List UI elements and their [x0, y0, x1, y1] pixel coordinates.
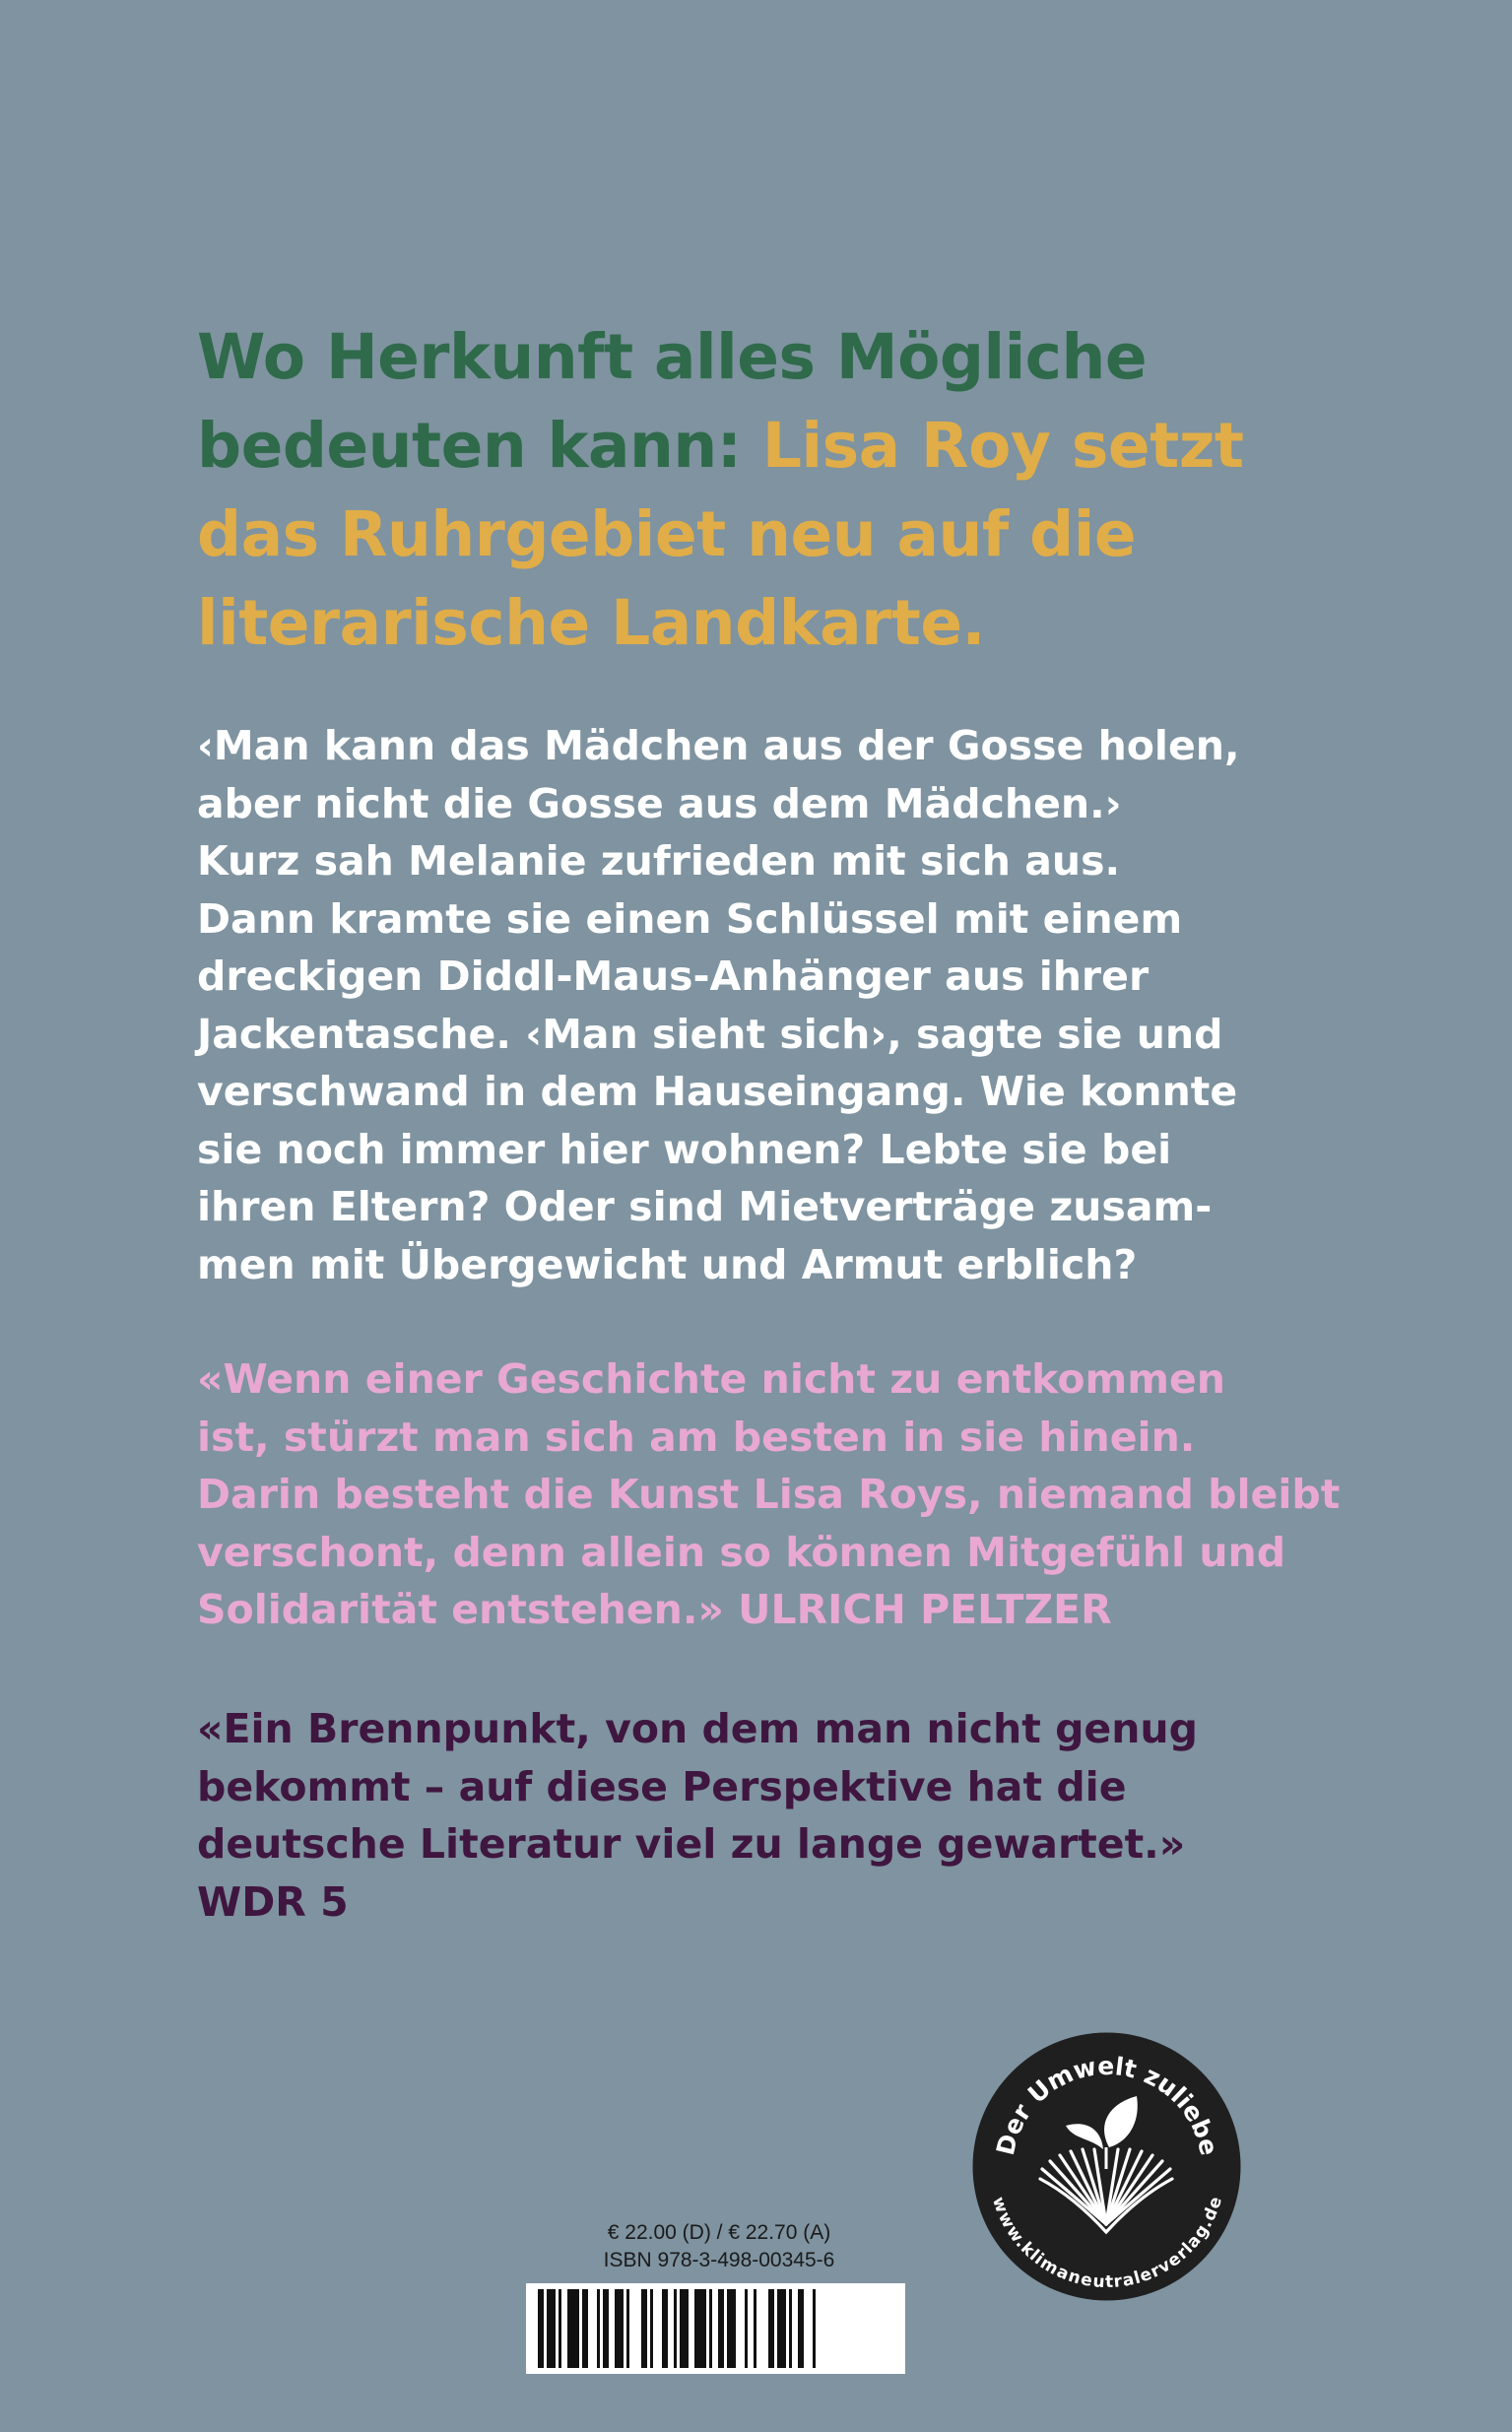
headline-line: [197, 579, 1300, 668]
climate-neutral-badge: [971, 2031, 1242, 2302]
excerpt-line: Dann kramte sie einen Schlüssel mit einem: [197, 894, 1183, 943]
quote-line: «Ein Brennpunkt, von dem man nicht genug: [197, 1705, 1198, 1752]
barcode-bar: [680, 2289, 689, 2368]
quote-line: deutsche Literatur viel zu lange gewartet.»: [197, 1820, 1186, 1868]
badge-graphic: [971, 2031, 1242, 2302]
headline-lead: Wo Herkunft alles Mögliche: [197, 321, 1148, 393]
headline-highlight: literarische Landkarte.: [197, 587, 985, 659]
headline-line: [197, 491, 1300, 579]
barcode-bar: [727, 2289, 736, 2368]
headline-highlight: Lisa Roy setzt: [761, 410, 1244, 482]
badge-bottom-text: www.klimaneutralerverlag.de: [987, 2194, 1227, 2293]
badge-top-text: Der Umwelt zuliebe: [990, 2051, 1223, 2158]
barcode-bar: [789, 2289, 792, 2368]
barcode-bar: [538, 2289, 544, 2368]
quote-line: Solidarität entstehen.» ULRICH PELTZER: [197, 1586, 1112, 1633]
review-quote-peltzer: [197, 1350, 1341, 1639]
barcode-bar: [650, 2289, 653, 2368]
excerpt-line: dreckigen Diddl-Maus-Anhänger aus ihrer: [197, 953, 1150, 1000]
isbn-line: ISBN 978-3-498-00345-6: [603, 2249, 835, 2271]
barcode-bar: [694, 2289, 706, 2368]
barcode-graphic: [526, 2283, 905, 2374]
excerpt-line: ‹Man kann das Mädchen aus der Gosse holen,: [197, 722, 1240, 769]
book-excerpt: [197, 717, 1300, 1293]
barcode-bar: [662, 2289, 668, 2368]
excerpt-line: sie noch immer hier wohnen? Lebte sie bei: [197, 1125, 1172, 1173]
headline-lead: bedeuten kann:: [197, 410, 762, 482]
quote-line: ist, stürzt man sich am besten in sie hinein.: [197, 1413, 1196, 1461]
excerpt-line: ihren Eltern? Oder sind Mietverträge zusam-: [197, 1183, 1213, 1230]
quote-line: WDR 5: [197, 1877, 349, 1926]
excerpt-line: Jackentasche. ‹Man sieht sich›, sagte sie und: [197, 1010, 1223, 1058]
barcode-bar: [754, 2289, 756, 2368]
barcode-bar: [813, 2289, 816, 2368]
headline-line: [197, 402, 1300, 491]
headline: [197, 313, 1300, 668]
headline-line: [197, 313, 1300, 402]
excerpt-line: Kurz sah Melanie zufrieden mit sich aus.: [197, 837, 1121, 885]
barcode-bar: [798, 2289, 804, 2368]
review-quote-wdr: [197, 1700, 1300, 1931]
barcode-bar: [597, 2289, 600, 2368]
excerpt-line: men mit Übergewicht und Armut erblich?: [197, 1240, 1138, 1288]
headline-highlight: das Ruhrgebiet neu auf die: [197, 498, 1137, 570]
excerpt-line: verschwand in dem Hauseingang. Wie konnte: [197, 1068, 1238, 1115]
barcode-bar: [777, 2289, 786, 2368]
barcode-icon: [526, 2283, 905, 2374]
barcode-bar: [567, 2289, 579, 2368]
barcode-bar: [615, 2289, 624, 2368]
quote-line: «Wenn einer Geschichte nicht zu entkommen: [197, 1355, 1225, 1403]
barcode-bar: [641, 2289, 647, 2368]
barcode-bar: [626, 2289, 629, 2368]
quote-line: verschont, denn allein so können Mitgefühl und: [197, 1528, 1286, 1576]
quote-line: bekommt – auf diese Perspektive hat die: [197, 1762, 1127, 1810]
price-info: [532, 2219, 906, 2274]
barcode-bar: [674, 2289, 677, 2368]
barcode-bar: [603, 2289, 609, 2368]
barcode-bar: [709, 2289, 712, 2368]
excerpt-line: aber nicht die Gosse aus dem Mädchen.›: [197, 779, 1122, 827]
barcode-bar: [547, 2289, 556, 2368]
barcode-bar: [745, 2289, 748, 2368]
barcode-bar: [559, 2289, 561, 2368]
barcode-bar: [768, 2289, 774, 2368]
barcode-bar: [718, 2289, 724, 2368]
quote-line: Darin besteht die Kunst Lisa Roys, niemand bleibt: [197, 1471, 1341, 1518]
price-line: € 22.00 (D) / € 22.70 (A): [607, 2221, 831, 2244]
barcode-bar: [582, 2289, 588, 2368]
